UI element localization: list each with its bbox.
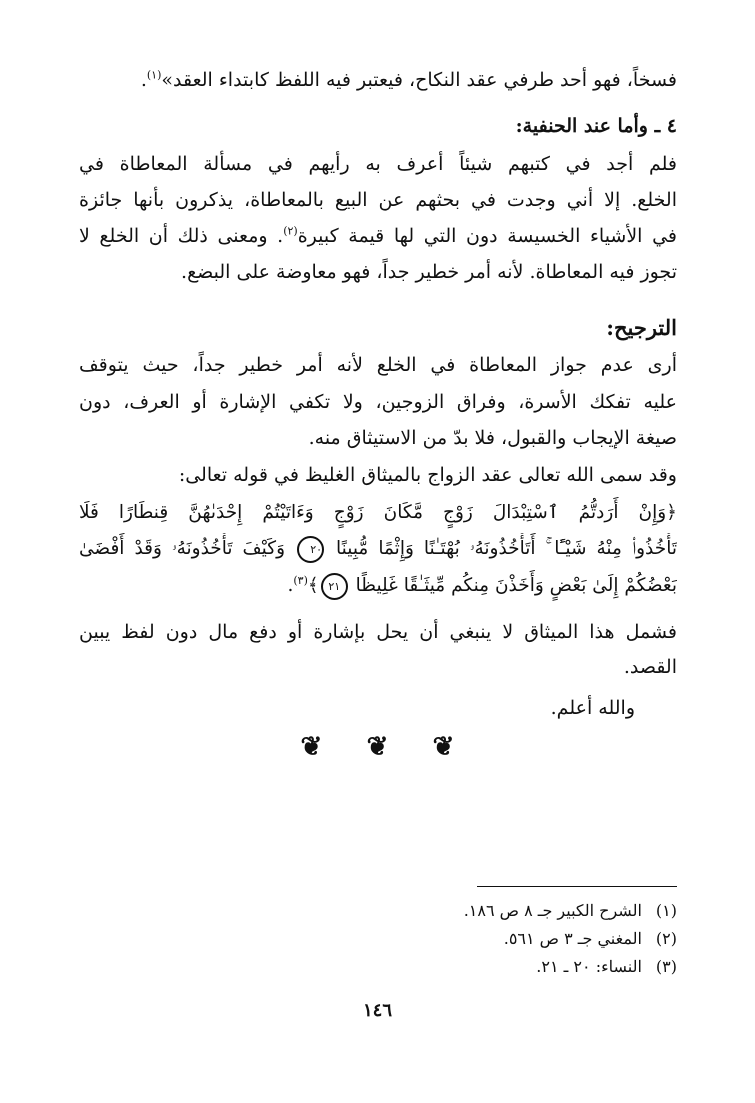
footnote-number: (١) bbox=[655, 901, 677, 920]
footnote-3 bbox=[79, 954, 677, 980]
hanafi-line-3-b: . ومعنى ذلك أن الخلع لا bbox=[79, 225, 284, 247]
hanafi-heading: ٤ ـ وأما عند الحنفية: bbox=[515, 115, 677, 137]
tarjih-line-3: صيغة الإيجاب والقبول، فلا بدّ من الاستيثاق منه. bbox=[308, 427, 677, 449]
quran-line-3 bbox=[79, 570, 677, 602]
footnote-1 bbox=[79, 898, 677, 924]
hanafi-line-3-a: في الأشياء الخسيسة دون التي لها قيمة كبيرة bbox=[297, 225, 677, 247]
footnote-text: النساء: ٢٠ ـ ٢١. bbox=[536, 957, 642, 976]
footnote-ref-2[interactable]: (٢) bbox=[283, 224, 298, 238]
opening-end: . bbox=[140, 69, 147, 91]
footnote-ref-3[interactable]: (٣) bbox=[293, 573, 308, 587]
footnote-number: (٢) bbox=[655, 929, 677, 948]
footnote-text: الشرح الكبير جـ ٨ ص ١٨٦. bbox=[463, 901, 642, 920]
tarjih-line-2: عليه تفكك الأسرة، وفراق الزوجين، ولا تكفي الإشارة أو العرف، دون bbox=[79, 391, 677, 413]
footnote-text: المغني جـ ٣ ص ٥٦١. bbox=[503, 929, 642, 948]
ayah-number-20: ٢٠ bbox=[297, 536, 324, 563]
quran-line-2-a: تَأْخُذُوا۟ مِنْهُ شَيْـًٔا ۚ أَتَأْخُذُونَهُۥ بُهْتَـٰنًا وَإِثْمًا مُّبِينًا bbox=[336, 538, 677, 559]
footnote-ref-1[interactable]: (١) bbox=[146, 68, 162, 82]
quran-line-3-a: بَعْضُكُمْ إِلَىٰ بَعْضٍ وَأَخَذْنَ مِنكُم مِّيثَـٰقًا غَلِيظًا bbox=[355, 575, 677, 596]
quran-line-2 bbox=[79, 533, 677, 565]
closing-line: والله أعلم. bbox=[550, 697, 635, 719]
ornament-icon: ❦ bbox=[432, 732, 455, 762]
ayah-number-21: ٢١ bbox=[321, 573, 348, 600]
hanafi-line-2: الخلع. إلا أني وجدت في بحثهم عن البيع بالمعاطاة، يذكرون بأنها جائزة bbox=[79, 189, 677, 211]
ornament-icon: ❦ bbox=[300, 732, 323, 762]
ornament-icon: ❦ bbox=[366, 732, 389, 762]
conclusion-line-1: فشمل هذا الميثاق لا ينبغي أن يحل بإشارة أو دفع مال دون لفظ يبين bbox=[79, 621, 677, 643]
opening-line bbox=[79, 64, 677, 96]
conclusion-line-2: القصد. bbox=[623, 656, 677, 678]
tarjih-line-1: أرى عدم جواز المعاطاة في الخلع لأنه أمر خطير جداً، حيث يتوقف bbox=[79, 354, 677, 376]
footnote-number: (٣) bbox=[655, 957, 677, 976]
page-number: ١٤٦ bbox=[362, 1000, 392, 1021]
footnote-2 bbox=[79, 926, 677, 952]
opening-text: فسخاً، فهو أحد طرفي عقد النكاح، فيعتبر فيه اللفظ كابتداء العقد» bbox=[161, 69, 677, 91]
hanafi-line-3 bbox=[79, 220, 677, 252]
quran-intro: وقد سمى الله تعالى عقد الزواج بالميثاق الغليظ في قوله تعالى: bbox=[178, 464, 677, 486]
section-ornaments bbox=[0, 732, 755, 762]
quran-line-2-b: وَكَيْفَ تَأْخُذُونَهُۥ وَقَدْ أَفْضَىٰ bbox=[79, 538, 286, 559]
hanafi-line-1: فلم أجد في كتبهم شيئاً أعرف به رأيهم في مسألة المعاطاة في bbox=[79, 153, 677, 175]
hanafi-line-4: تجوز فيه المعاطاة. لأنه أمر خطير جداً، فهو معاوضة على البضع. bbox=[181, 261, 677, 283]
tarjih-heading: الترجيح: bbox=[606, 315, 677, 340]
quran-line-1: ﴿وَإِنْ أَرَدتُّمُ ٱسْتِبْدَالَ زَوْجٍ مَّكَانَ زَوْجٍ وَءَاتَيْتُمْ إِحْدَىٰهُنَّ قِنطَارًا فَلَا bbox=[79, 502, 677, 523]
quran-close-bracket: ﴾ bbox=[307, 575, 319, 596]
quran-end: . bbox=[287, 575, 294, 596]
footnote-divider bbox=[477, 886, 677, 887]
